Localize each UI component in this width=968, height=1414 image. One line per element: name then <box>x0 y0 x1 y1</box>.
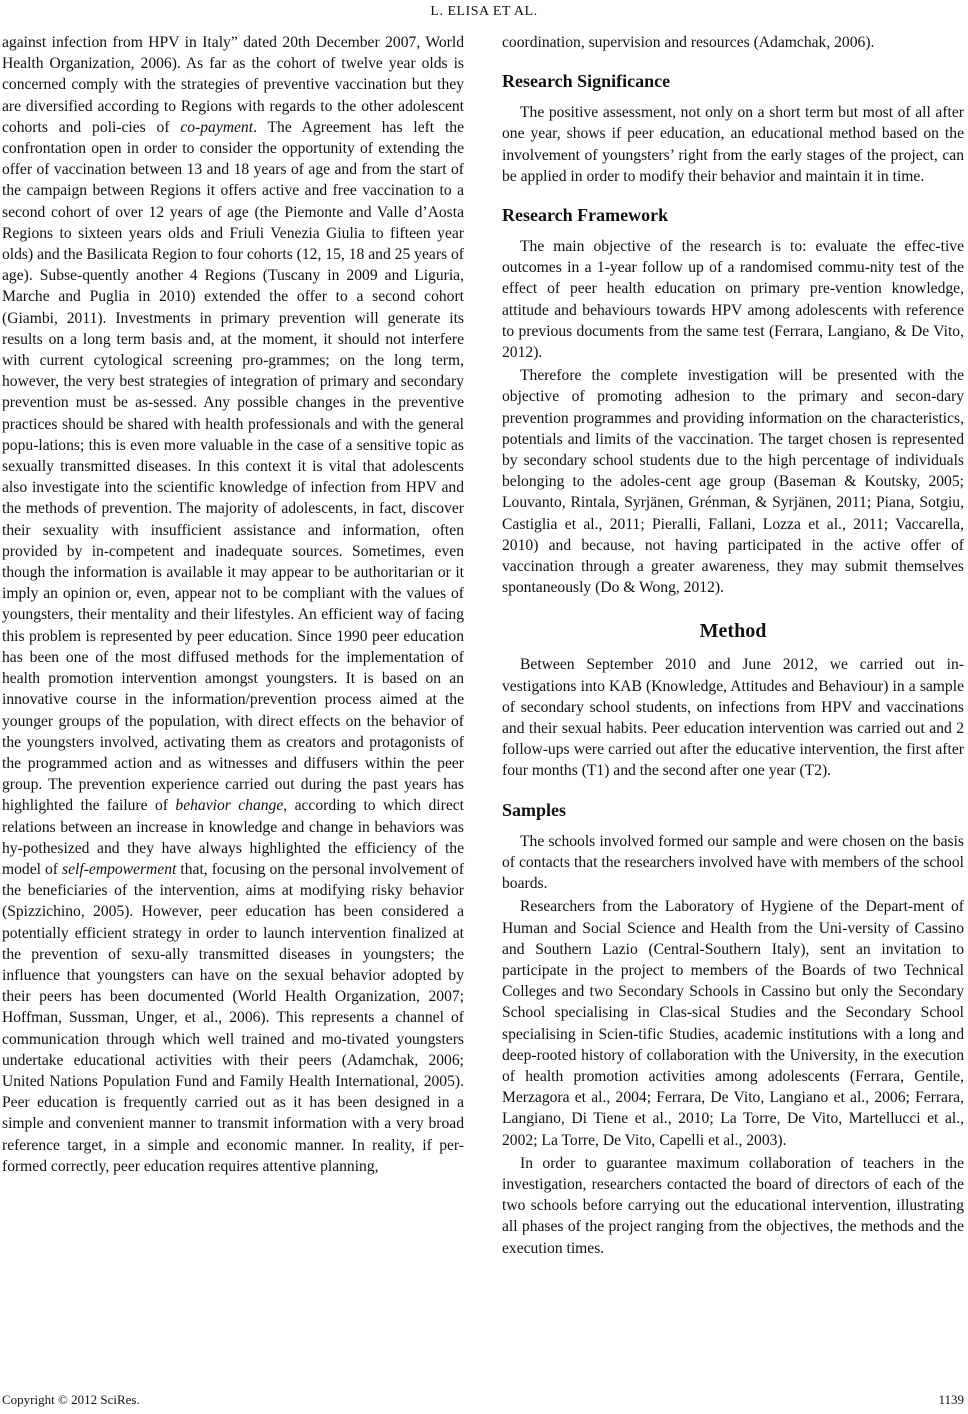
section-heading-research-framework: Research Framework <box>502 205 669 226</box>
copyright-notice: Copyright © 2012 SciRes. <box>2 1392 140 1407</box>
italic-term: behavior change <box>175 797 284 815</box>
section-heading-samples: Samples <box>502 799 567 820</box>
body-paragraph: The schools involved formed our sample and were chosen on the basis of contacts that the researchers involved have with members of the school boards. <box>502 832 964 893</box>
left-column <box>2 32 464 1177</box>
page-number: 1139 <box>938 1392 964 1407</box>
section-heading-research-significance: Research Significance <box>502 71 671 92</box>
body-paragraph: Therefore the complete investigation will be presented with the objective of promoting adhesion to the primary and secon-dary prevention programmes and providing information on the characteristics, potentials and limits of the vaccination. The target chosen is represented by secondary school students due to the high percentage of individuals belonging to the adoles-cent age group (Baseman & Koutsky, 2005; Louvanto, Rintala, Syrjänen, Grénman, & Syrjänen, 2011; Piana, Sotgiu, Castiglia et al., 2011; Pieralli, Fallani, Lozza et al., 2011; Vaccarella, 2010) and because, not having participated in the active offer of vaccination through a greater awareness, they may submit themselves spontaneously (Do & Wong, 2012). <box>502 367 964 597</box>
right-column <box>502 32 964 1259</box>
italic-term: self-empowerment <box>62 860 177 878</box>
section-heading-method: Method <box>699 620 767 643</box>
running-head: L. ELISA ET AL. <box>430 4 538 19</box>
body-paragraph: In order to guarantee maximum collaboration of teachers in the investigation, researchers contacted the board of directors of each of the two schools before carrying out the educational intervention, illustrating all phases of the project ranging from the objectives, the methods and the execution times. <box>502 1154 964 1257</box>
italic-term: co-payment <box>180 118 254 136</box>
body-paragraph: The positive assessment, not only on a short term but most of all after one year, shows if peer education, an educational method based on the involvement of youngsters’ right from the early stages of the project, can be applied in order to modify their behavior and maintain it in time. <box>502 104 964 185</box>
body-paragraph: coordination, supervision and resources (Adamchak, 2006). <box>502 34 875 51</box>
body-paragraph: The main objective of the research is to: evaluate the effec-tive outcomes in a 1-year follow up of a randomised commu-nity test of the effect of peer health education on primary pre-vention knowledge, attitude and behaviours towards HPV among adolescents with reference to previous documents from the same test (Ferrara, Langiano, & De Vito, 2012). <box>502 238 964 362</box>
body-paragraph: Between September 2010 and June 2012, we carried out in-vestigations into KAB (Knowledge, Attitudes and Behaviour) in a sample of secondary school students, on infections from HPV and vaccinations and their sexual habits. Peer education intervention was carried out and 2 follow-ups were carried out after the educative intervention, the first after four months (T1) and the second after one year (T2). <box>502 656 964 780</box>
body-paragraph: Researchers from the Laboratory of Hygiene of the Depart-ment of Human and Social Science and Health from the Uni-versity of Cassino and Southern Lazio (Central-Southern Italy), sent an invitation to participate in the project to members of the Boards of two Technical Colleges and two Secondary Schools in Cassino but only the Secondary School specialising in Clas-sical Studies and the Secondary School specialising in Scien-tific Studies, academic institutions with a long and deep-rooted history of collaboration with the University, in the execution of health promotion activities among adolescents (Ferrara, Gentile, Merzagora et al., 2004; Ferrara, De Vito, Langiano et al., 2006; Ferrara, Langiano, Di Tiene et al., 2010; La Torre, De Vito, Martellucci et al., 2002; La Torre, De Vito, Capelli et al., 2003). <box>502 898 964 1149</box>
body-paragraph: against infection from HPV in Italy” dated 20th December 2007, World Health Organization, 2006). As far as the cohort of twelve year olds is concerned comply with the strategies of preventive vaccination but they are diversified according to Regions with regards to the other adolescent cohorts and poli-cies of co-payment. The Agreement has left the confrontation open in order to consider the opportunity of extending the offer of vaccination between 13 and 18 years of age and from the start of the campaign between Regions it offers active and free vaccination to a second cohort of over 12 years of age (the Piemonte and Valle d’Aosta Regions to sixteen years olds and Friuli Venezia Giulia to fifteen year olds) and the Basilicata Region to four cohorts (12, 15, 18 and 25 years of age). Subse-quently another 4 Regions (Tuscany in 2009 and Liguria, Marche and Puglia in 2010) extended the offer to a second cohort (Giambi, 2011). Investments in primary prevention will generate its results on a long term basis and, at the moment, it should not interfere with current cytological screening pro-grammes; on the long term, however, the very best strategies of integration of primary and secondary prevention must be as-sessed. Any possible changes in the preventive practices should be shared with health professionals and with the general popu-lations; this is even more valuable in the case of a sensitive topic as sexually transmitted diseases. In this context it is vital that adolescents also investigate into the scientific knowledge of infection from HPV and the methods of prevention. The majority of adolescents, in fact, discover their sexuality with insufficient assistance and information, often provided by in-competent and inadequate sources. Sometimes, even though the information is available it may appear to be authoritarian or it imply an opinion or, even, appear not to be compliant with the values of youngsters, their mentality and their lifestyles. An efficient way of facing this problem is represented by peer education. Since 1990 peer education has been one of the most diffused methods for the implementation of health promotion intervention amongst youngsters. It is based on an innovative course in the information/prevention process aimed at the younger groups of the population, with direct effects on the behavior of the youngsters involved, activating them as creators and protagonists of the programmed action and as witnesses and diffusers within the peer group. The prevention experience carried out during the past years has highlighted the failure of behavior change, according to which direct relations between an increase in knowledge and change in behaviors was hy-pothesized and they have always highlighted the efficiency of the model of self-empowerment that, focusing on the personal involvement of the beneficiaries of the intervention, aims at modifying risky behavior (Spizzichino, 2005). However, peer education has been considered a potentially efficient strategy in order to launch intervention finalized at the prevention of sexu-ally transmitted diseases in youngsters; the influence that youngsters can have on the sexual behavior adopted by their peers has been documented (World Health Organization, 2007; Hoffman, Sussman, Unger, et al., 2006). This represents a channel of communication through which well trained and mo-tivated youngsters undertake educational activities with their peers (Adamchak, 2006; United Nations Population Fund and Family Health International, 2005). Peer education is frequently carried out as it has been designed in a simple and convenient manner to transmit information with a very broad reference target, in a simple and economic manner. In reality, if per-formed correctly, peer education requires attentive planning, <box>2 34 465 1175</box>
